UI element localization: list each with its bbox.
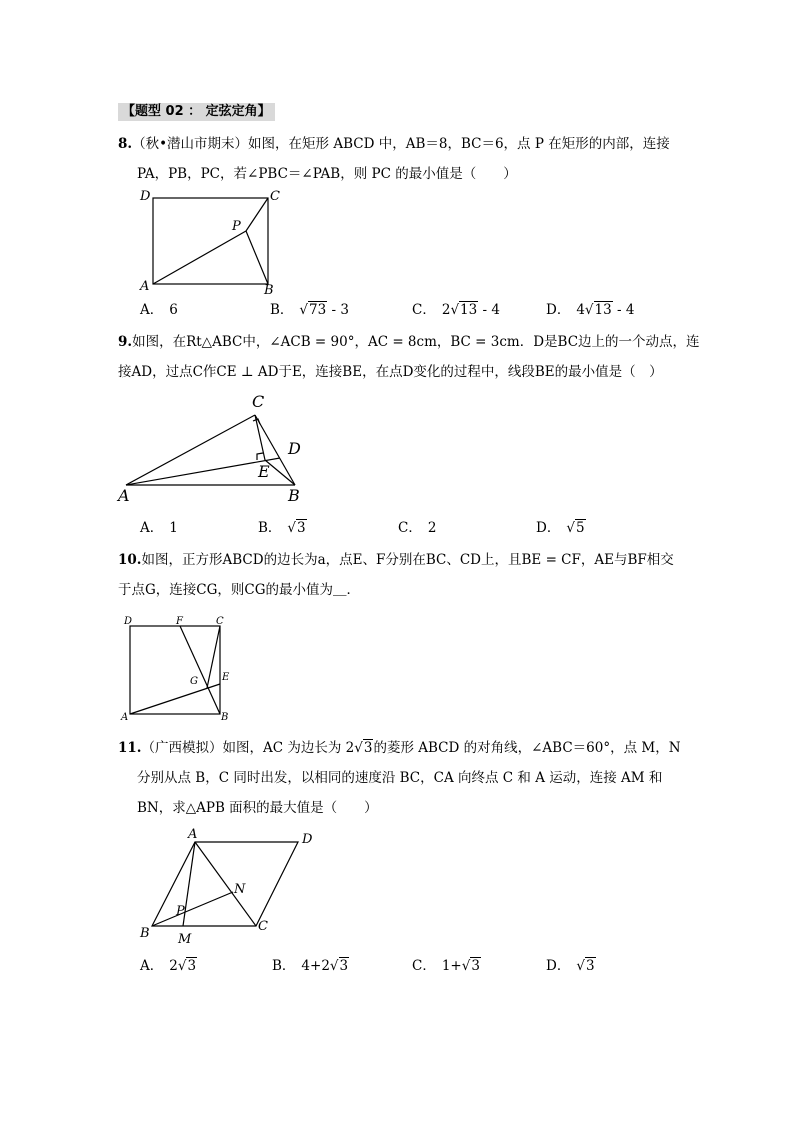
- q11-option-d-sqrt: √3: [576, 958, 595, 974]
- q11-option-d-radicand: 3: [585, 958, 595, 974]
- q11-rhombus-diagram: [136, 826, 326, 950]
- q11-option-b-coef: 4+2: [301, 958, 330, 974]
- q11-line-2: 分别从点 B，C 同时出发，以相同的速度沿 BC，CA 向终点 C 和 A 运动，连接 AM 和: [137, 770, 663, 786]
- q11-label-d: D: [302, 832, 313, 847]
- q8-option-a-value: 6: [169, 302, 178, 318]
- q11-option-a-coef: 2: [169, 958, 178, 974]
- q9-segment-ac: [126, 415, 255, 485]
- q9-option-c-label: C．: [398, 520, 422, 536]
- q8-option-d-label: D．: [546, 302, 571, 318]
- q9-right-angle-e: [257, 453, 263, 460]
- q8-option-b: [270, 300, 349, 320]
- q10-square-abcd: [130, 626, 220, 714]
- q11-line-1: [118, 738, 681, 758]
- q11-text-sqrt: √3: [354, 740, 373, 756]
- q10-label-f: F: [176, 616, 183, 627]
- q11-label-a: A: [188, 827, 198, 842]
- q11-segment-bn: [152, 892, 233, 926]
- q11-option-b-label: B．: [272, 958, 296, 974]
- q11-option-a: [140, 956, 197, 976]
- section-tag: 【题型 02 ： 定弦定角】: [118, 103, 275, 121]
- q8-option-d-sqrt: √13: [584, 302, 612, 318]
- q9-option-b: [258, 518, 307, 538]
- q8-option-b-sqrt: √73: [299, 302, 327, 318]
- q9-text-1: 如图，在Rt△ABC中，∠ACB = 90°，AC = 8cm，BC = 3cm．D是BC边上的一个动点，连: [132, 334, 700, 350]
- q10-label-a: A: [121, 712, 129, 723]
- q8-line-2: PA，PB，PC，若∠PBC＝∠PAB，则 PC 的最小值是（ ）: [137, 166, 517, 182]
- q11-label-c: C: [258, 919, 268, 934]
- q9-number: 9.: [118, 334, 133, 350]
- q11-line-3: BN，求△APB 面积的最大值是（ ）: [137, 800, 378, 816]
- q11-text-1a: （广西模拟）如图，AC 为边长为 2: [141, 740, 355, 756]
- q8-option-d: [546, 300, 634, 320]
- q11-label-p: P: [176, 904, 185, 919]
- q11-option-d-label: D．: [546, 958, 571, 974]
- q8-number: 8.: [118, 136, 133, 152]
- q11-number: 11.: [118, 740, 142, 756]
- q8-label-b: B: [264, 283, 274, 296]
- q8-segment-pa: [153, 231, 246, 284]
- q11-option-b-radicand: 3: [339, 958, 349, 974]
- q9-label-e: E: [258, 462, 270, 481]
- q10-segment-cg: [207, 626, 220, 688]
- q8-segment-pb: [246, 231, 268, 284]
- q8-option-d-tail: - 4: [612, 302, 635, 318]
- q8-rectangle-diagram: [136, 186, 286, 296]
- q8-option-c: [412, 300, 500, 320]
- q11-option-d: [546, 956, 596, 976]
- q10-segment-bf: [180, 626, 220, 714]
- q9-option-c-value: 2: [427, 520, 437, 536]
- q11-label-b: B: [140, 926, 150, 941]
- q8-label-a: A: [140, 279, 150, 294]
- q10-line-2: 于点G，连接CG，则CG的最小值为＿．: [118, 582, 361, 598]
- q11-option-a-label: A．: [140, 958, 164, 974]
- q9-label-d: D: [288, 439, 301, 458]
- q9-label-a: A: [118, 486, 130, 505]
- q10-label-e: E: [222, 672, 230, 683]
- q9-option-b-label: B．: [258, 520, 282, 536]
- q8-option-c-coef: 2: [441, 302, 451, 318]
- q8-option-c-sqrt: √13: [450, 302, 478, 318]
- q8-label-p: P: [232, 219, 241, 234]
- q8-line-1: [118, 134, 670, 154]
- q8-option-b-label: B．: [270, 302, 294, 318]
- q11-text-radicand: 3: [363, 740, 373, 756]
- q10-label-d: D: [124, 616, 133, 627]
- q8-option-a-label: A．: [140, 302, 164, 318]
- q11-option-c-coef: 1+: [441, 958, 462, 974]
- q10-label-g: G: [190, 676, 198, 687]
- q10-number: 10.: [118, 552, 142, 568]
- q11-option-b-sqrt: √3: [329, 958, 349, 974]
- q10-label-c: C: [216, 616, 224, 627]
- q11-option-c: [412, 956, 481, 976]
- q8-option-c-tail: - 4: [478, 302, 500, 318]
- q11-option-c-sqrt: √3: [461, 958, 480, 974]
- q9-option-d-radicand: 5: [575, 520, 585, 536]
- q8-option-d-coef: 4: [576, 302, 585, 318]
- q8-option-c-radicand: 13: [460, 302, 478, 318]
- q9-option-d-label: D．: [536, 520, 561, 536]
- q10-line-1: [118, 550, 674, 570]
- q9-option-d-sqrt: √5: [566, 520, 585, 536]
- q11-segment-ac: [195, 842, 256, 926]
- q9-option-a-label: A．: [140, 520, 164, 536]
- q8-option-b-tail: - 3: [327, 302, 349, 318]
- q9-option-b-radicand: 3: [297, 520, 306, 536]
- q9-segment-ad: [126, 458, 280, 485]
- q9-triangle-diagram: [112, 388, 312, 508]
- q11-option-a-sqrt: √3: [177, 958, 197, 974]
- q8-segment-pc: [246, 198, 268, 231]
- q9-label-b: B: [288, 486, 300, 505]
- q11-option-c-label: C．: [412, 958, 436, 974]
- q9-option-a: [140, 518, 178, 538]
- q8-text-1: （秋•潜山市期末）如图，在矩形 ABCD 中，AB＝8，BC＝6，点 P 在矩形的内部，连接: [132, 136, 670, 152]
- q10-label-b: B: [221, 712, 229, 723]
- q11-label-m: M: [178, 932, 192, 947]
- q8-label-d: D: [140, 189, 151, 204]
- q10-segment-ae: [130, 684, 220, 714]
- q9-option-b-sqrt: √3: [287, 520, 306, 536]
- q11-label-n: N: [234, 882, 246, 897]
- q8-option-b-radicand: 73: [309, 302, 327, 318]
- q11-text-1b: 的菱形 ABCD 的对角线，∠ABC＝60°，点 M，N: [373, 740, 681, 756]
- q11-option-b: [272, 956, 349, 976]
- q11-option-c-radicand: 3: [471, 958, 480, 974]
- q9-option-a-value: 1: [169, 520, 178, 536]
- q8-option-c-label: C．: [412, 302, 436, 318]
- q9-label-c: C: [252, 392, 265, 411]
- q9-line-2: 接AD，过点C作CE ⊥ AD于E，连接BE，在点D变化的过程中，线段BE的最小值是（ ）: [118, 364, 663, 380]
- q9-option-c: [398, 518, 436, 538]
- q10-square-diagram: [118, 612, 240, 724]
- q9-line-1: [118, 332, 700, 352]
- q10-text-1: 如图，正方形ABCD的边长为a，点E、F分别在BC、CD上，且BE = CF，AE与BF相交: [141, 552, 674, 568]
- q8-option-d-radicand: 13: [594, 302, 612, 318]
- q8-option-a: [140, 300, 178, 320]
- q9-option-d: [536, 518, 586, 538]
- q8-label-c: C: [270, 189, 280, 204]
- q11-option-a-radicand: 3: [187, 958, 197, 974]
